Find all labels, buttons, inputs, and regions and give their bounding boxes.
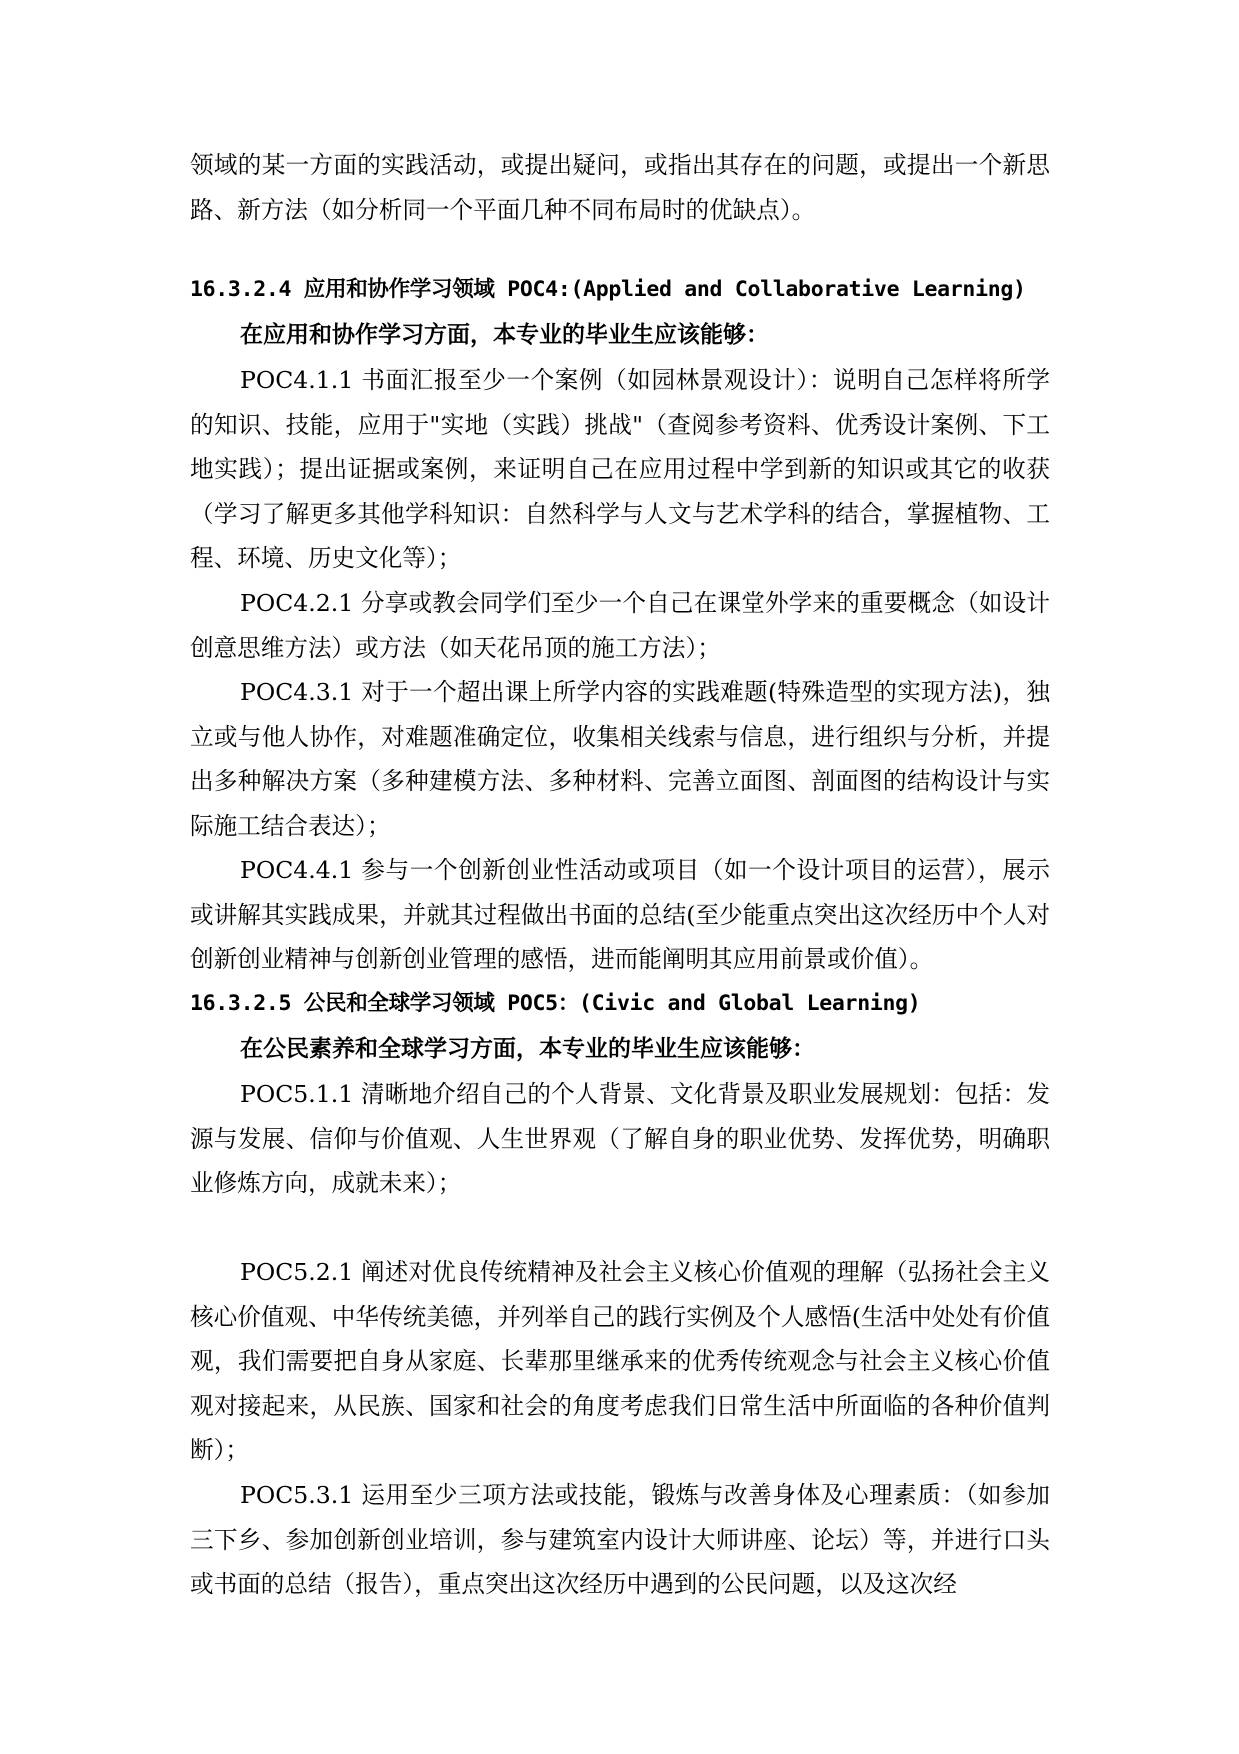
continued-paragraph: 领域的某一方面的实践活动，或提出疑问，或指出其存在的问题，或提出一个新思路、新方法（如分析同一个平面几种不同布局时的优缺点）。 [190, 151, 1050, 224]
outcome-poc4-1-1: POC4.1.1 书面汇报至少一个案例（如园林景观设计）：说明自己怎样将所学的知识、技能，应用于"实地（实践）挑战"（查阅参考资料、优秀设计案例、下工地实践）；提出证据或案例，来证明自己在应用过程中学到新的知识或其它的收获（学习了解更多其他学科知识：自然科学与人文与艺术学科的结合，掌握植物、工程、环境、历史文化等）； [190, 366, 1050, 573]
outcome-poc4-4-1: POC4.4.1 参与一个创新创业性活动或项目（如一个设计项目的运营），展示或讲解其实践成果，并就其过程做出书面的总结(至少能重点突出这次经历中个人对创新创业精神与创新创业管理的感悟，进而能阐明其应用前景或价值）。 [190, 856, 1050, 974]
section-heading-poc4: 16.3.2.4 应用和协作学习领域 POC4:(Applied and Collaborative Learning) [190, 277, 1026, 302]
outcome-poc5-1-1: POC5.1.1 清晰地介绍自己的个人背景、文化背景及职业发展规划：包括：发源与发展、信仰与价值观、人生世界观（了解自身的职业优势、发挥优势，明确职业修炼方向，成就未来）； [190, 1080, 1050, 1198]
outcome-poc4-2-1: POC4.2.1 分享或教会同学们至少一个自己在课堂外学来的重要概念（如设计创意思维方法）或方法（如天花吊顶的施工方法）； [190, 589, 1050, 662]
outcome-poc5-3-1: POC5.3.1 运用至少三项方法或技能，锻炼与改善身体及心理素质：（如参加三下乡、参加创新创业培训，参与建筑室内设计大师讲座、论坛）等，并进行口头或书面的总结（报告），重点突出这次经历中遇到的公民问题，以及这次经 [190, 1481, 1050, 1599]
outcome-poc5-2-1: POC5.2.1 阐述对优良传统精神及社会主义核心价值观的理解（弘扬社会主义核心价值观、中华传统美德，并列举自己的践行实例及个人感悟(生活中处处有价值观，我们需要把自身从家庭、长辈那里继承来的优秀传统观念与社会主义核心价值观对接起来，从民族、国家和社会的角度考虑我们日常生活中所面临的各种价值判断）； [190, 1258, 1050, 1465]
section-heading-poc5: 16.3.2.5 公民和全球学习领域 POC5：(Civic and Global Learning) [190, 991, 921, 1016]
section-subheading-poc5: 在公民素养和全球学习方面，本专业的毕业生应该能够： [240, 1036, 815, 1062]
section-subheading-poc4: 在应用和协作学习方面，本专业的毕业生应该能够： [240, 322, 769, 348]
outcome-poc4-3-1: POC4.3.1 对于一个超出课上所学内容的实践难题(特殊造型的实现方法)，独立或与他人协作，对难题准确定位，收集相关线索与信息，进行组织与分析，并提出多种解决方案（多种建模方法、多种材料、完善立面图、剖面图的结构设计与实际施工结合表达）； [190, 678, 1050, 840]
